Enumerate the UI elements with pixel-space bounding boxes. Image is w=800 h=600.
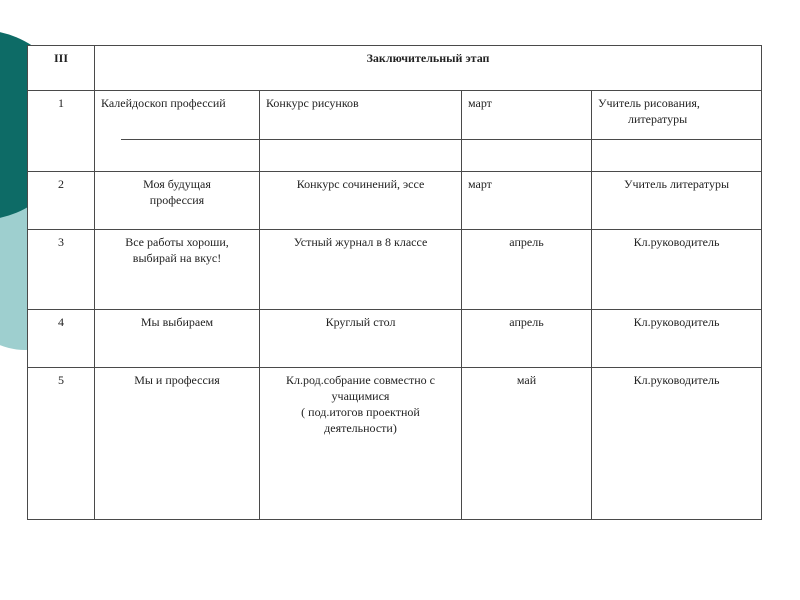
cell-divider [260,139,461,140]
responsible-text: Кл.руководитель [592,230,762,310]
form-line-1: Кл.род.собрание совместно с [285,373,435,387]
responsible-text: Кл.руководитель [592,368,762,520]
event-date: апрель [462,310,592,368]
event-line-1: Все работы хороши, [125,235,229,249]
event-form: Устный журнал в 8 классе [260,230,462,310]
plan-table [27,45,762,520]
event-form-cell [260,368,462,520]
event-date: апрель [462,230,592,310]
form-line-2: учащимися [331,389,390,403]
event-line-1: Моя будущая [143,177,211,191]
event-name: Калейдоскоп профессий [101,96,226,110]
row-number: 4 [28,310,95,368]
table-row [28,230,762,310]
event-form: Конкурс сочинений, эссе [260,172,462,230]
row-number: 2 [28,172,95,230]
responsible-cell [592,91,762,172]
event-date: март [468,96,492,110]
responsible-text: Кл.руководитель [592,310,762,368]
row-number: 5 [28,368,95,520]
event-name: Мы и профессия [95,368,260,520]
cell-divider [592,139,761,140]
table-row [28,172,762,230]
cell-divider [462,139,591,140]
form-line-3: ( под.итогов проектной [301,405,420,419]
form-cell [260,91,462,172]
stage-header-row [28,46,762,91]
responsible-text [592,91,761,133]
event-cell [95,91,260,172]
table-row [28,368,762,520]
event-cell [95,230,260,310]
event-line-2: выбирай на вкус! [132,251,222,265]
responsible-line-2: литературы [628,112,688,126]
event-date: май [462,368,592,520]
event-name: Мы выбираем [95,310,260,368]
event-cell [95,172,260,230]
stage-number: III [28,46,95,91]
event-form: Конкурс рисунков [266,96,359,110]
row-number: 1 [28,91,95,172]
event-form: Круглый стол [260,310,462,368]
responsible-line-1: Учитель рисования, [598,96,700,110]
date-cell [462,91,592,172]
cell-divider [121,139,259,140]
form-line-4: деятельности) [324,421,397,435]
event-line-2: профессия [149,193,205,207]
stage-title: Заключительный этап [95,46,762,91]
event-date: март [462,172,592,230]
table-row [28,310,762,368]
row-number: 3 [28,230,95,310]
responsible-text: Учитель литературы [592,172,762,230]
table-row [28,91,762,172]
